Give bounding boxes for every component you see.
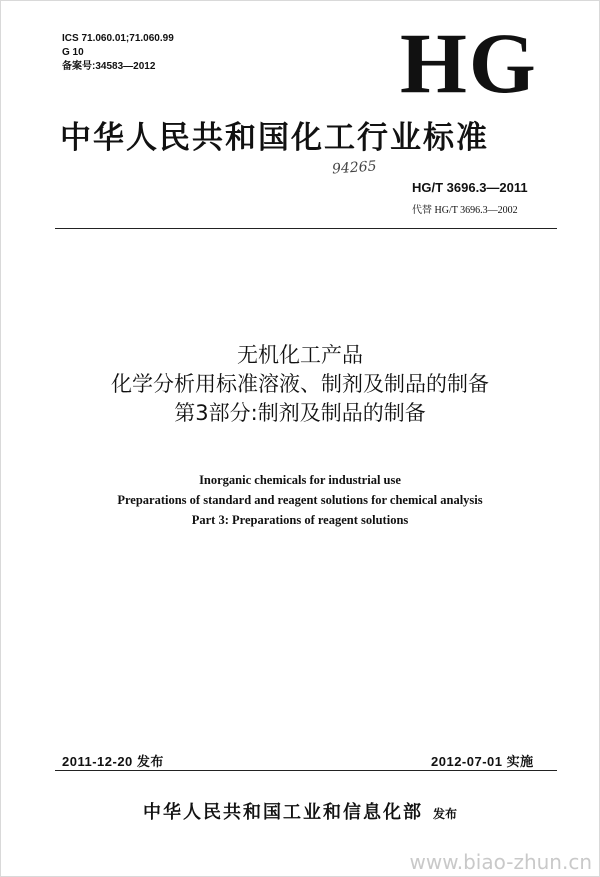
standard-type-title: 中华人民共和国化工行业标准 [60,120,489,156]
classification-block [62,32,174,74]
issuer-name: 中华人民共和国工业和信息化部 [142,802,423,823]
issue-date-value: 2011-12-20 [62,754,133,769]
handwritten-note: 94265 [331,158,378,178]
chinese-title-line-2: 化学分析用标准溶液、制剂及制品的制备 [111,372,489,396]
effective-date-label: 实施 [506,755,534,770]
chinese-title-line-3: 第3部分:制剂及制品的制备 [174,401,426,425]
issuing-authority [0,798,600,824]
effective-date [431,751,534,770]
ccs-code: G 10 [62,47,84,58]
issue-date-label: 发布 [136,755,164,770]
issuer-label: 发布 [432,807,457,821]
english-title-line-3: Part 3: Preparations of reagent solutions [191,513,409,527]
effective-date-value: 2012-07-01 [431,754,503,769]
top-divider [55,228,557,229]
replaces-standard: 代替 HG/T 3696.3—2002 [412,205,518,216]
english-title-line-2: Preparations of standard and reagent solutions for chemical analysis [117,493,483,507]
issue-date [62,751,164,770]
watermark: www.biao-zhun.cn [409,850,592,874]
english-title-line-1: Inorganic chemicals for industrial use [199,473,401,487]
filing-number: 备案号:34583—2012 [62,61,156,72]
standard-number: HG/T 3696.3—2011 [412,180,528,195]
chinese-title-line-1: 无机化工产品 [237,343,363,367]
hg-logo: HG [400,15,538,111]
ics-code: ICS 71.060.01;71.060.99 [62,33,174,44]
bottom-divider [55,770,557,771]
